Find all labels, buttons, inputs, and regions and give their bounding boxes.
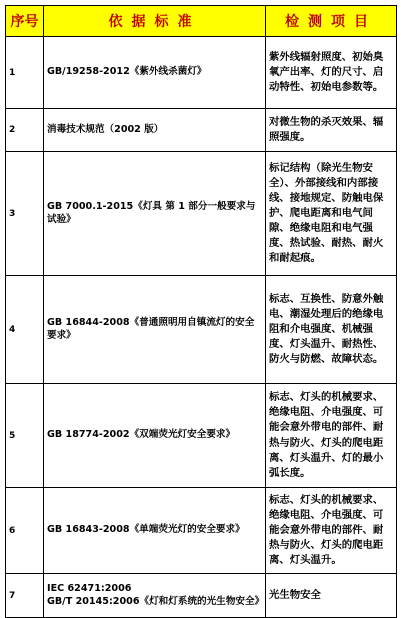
row-items: 对微生物的杀灭效果、辐照强度。	[266, 109, 397, 152]
standard-line: GB 7000.1-2015《灯具 第 1 部分一般要求与试验》	[47, 201, 256, 225]
table-row	[6, 152, 397, 276]
row-standard	[44, 109, 266, 152]
row-items: 光生物安全	[266, 574, 397, 618]
row-no: 1	[6, 37, 44, 109]
table-row	[6, 384, 397, 488]
row-no: 5	[6, 384, 44, 488]
table-row	[6, 574, 397, 618]
row-standard	[44, 37, 266, 109]
row-standard	[44, 276, 266, 384]
header-no: 序号	[6, 6, 44, 37]
row-standard	[44, 574, 266, 618]
header-row	[6, 6, 397, 37]
row-standard	[44, 488, 266, 574]
table-row	[6, 37, 397, 109]
row-standard	[44, 152, 266, 276]
standard-line: GB 18774-2002《双端荧光灯安全要求》	[47, 429, 236, 441]
standard-line: GB/19258-2012《紫外线杀菌灯》	[47, 66, 207, 78]
standard-line: GB 16844-2008《普通照明用自镇流灯的安全要求》	[47, 317, 255, 341]
standard-line: GB/T 20145:2006《灯和灯系统的光生物安全》	[47, 595, 265, 607]
standards-table	[5, 5, 397, 618]
standard-line: GB 16843-2008《单端荧光灯的安全要求》	[47, 524, 245, 536]
row-no: 3	[6, 152, 44, 276]
row-no: 6	[6, 488, 44, 574]
standard-line: 消毒技术规范（2002 版）	[47, 123, 164, 135]
table-row	[6, 276, 397, 384]
row-no: 2	[6, 109, 44, 152]
header-standard: 依据标准	[44, 6, 266, 37]
row-standard	[44, 384, 266, 488]
table-row	[6, 488, 397, 574]
row-items: 标记结构（除光生物安全）、外部接线和内部接线、接地规定、防触电保护、爬电距离和电气间隙、绝缘电阻和电气强度、热试验、耐热、耐火和耐起痕。	[266, 152, 397, 276]
row-items: 标志、灯头的机械要求、绝缘电阻、介电强度、可能会意外带电的部件、耐热与防火、灯头的爬电距离、灯头温升、灯的最小弧长度。	[266, 384, 397, 488]
header-items: 检测项目	[266, 6, 397, 37]
standard-line: IEC 62471:2006	[47, 583, 132, 595]
row-no: 7	[6, 574, 44, 618]
table-row	[6, 109, 397, 152]
row-items: 标志、灯头的机械要求、绝缘电阻、介电强度、可能会意外带电的部件、耐热与防火、灯头的爬电距离、灯头温升。	[266, 488, 397, 574]
row-items: 紫外线辐射照度、初始臭氧产出率、灯的尺寸、启动特性、初始电参数等。	[266, 37, 397, 109]
row-items: 标志、互换性、防意外触电、潮湿处理后的绝缘电阻和介电强度、机械强度、灯头温升、耐热性、防火与防燃、故障状态。	[266, 276, 397, 384]
row-no: 4	[6, 276, 44, 384]
